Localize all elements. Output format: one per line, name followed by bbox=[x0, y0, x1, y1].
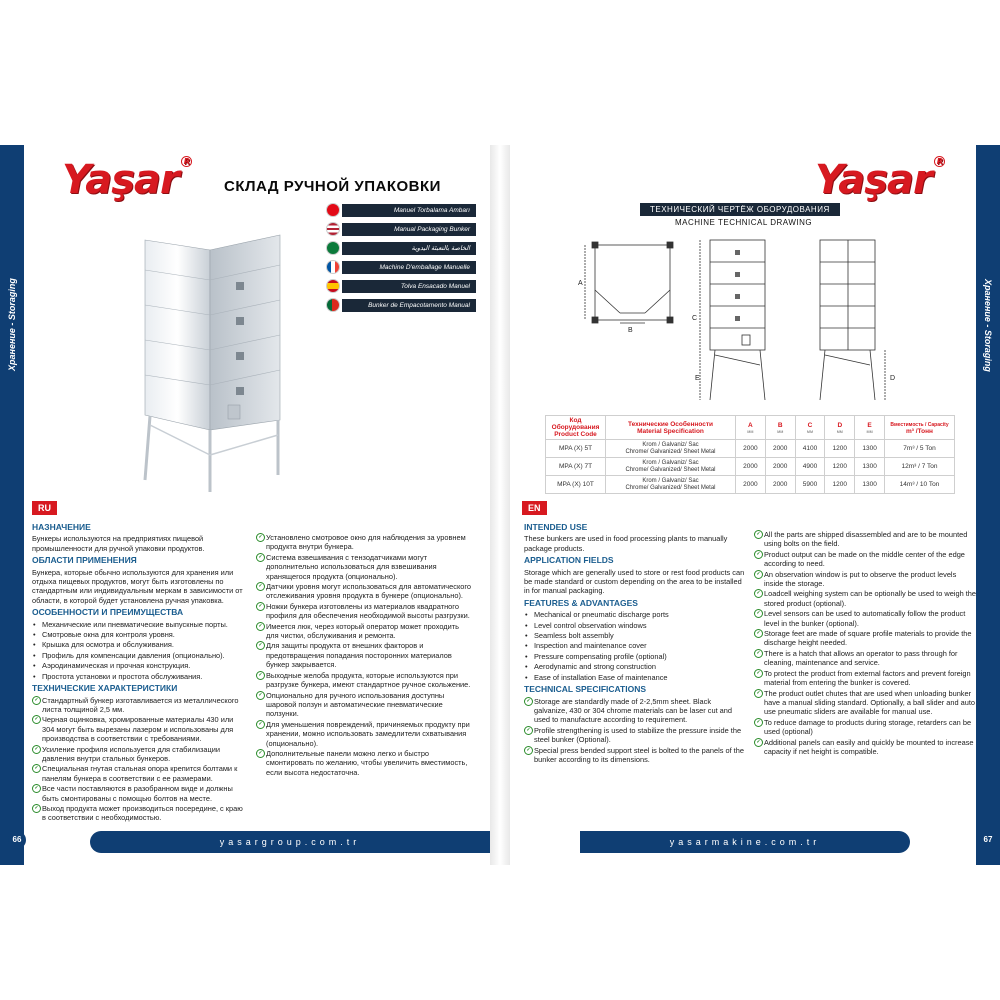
turkey-flag-icon bbox=[326, 203, 340, 217]
cell-a: 2000 bbox=[736, 476, 766, 494]
cell-a: 2000 bbox=[736, 458, 766, 476]
list-item: ✓ Опционально для ручного использования доступны шаровой ползун и автоматические пневматические ползунки. bbox=[256, 691, 472, 719]
list-item: ✓ Storage are standardly made of 2-2,5mm sheet. Black galvanize, 430 or 304 chrome materials can be laser cut and used to manufacture according to requirement. bbox=[524, 697, 746, 725]
left-side-text: Хранение - Storaging bbox=[7, 278, 17, 372]
paragraph: Бункера, которые обычно используются для хранения или отдыха пищевых продуктов, могут быть изготовлены по стандартным или индивидуальным меркам в зависимости от области, в которой будет установлена ручная упаковка. bbox=[32, 567, 243, 605]
dim-label-d: D bbox=[890, 375, 896, 382]
dim-label-e: E bbox=[695, 375, 700, 382]
header-product-code: Код Оборудования Product Code bbox=[546, 416, 606, 440]
list-item: ✓ Все части поставляются в разобранном виде и должны быть смонтированы с помощью болтов на месте. bbox=[32, 784, 244, 803]
cell-c: 4100 bbox=[795, 440, 825, 458]
section-heading: ОСОБЕННОСТИ И ПРЕИМУЩЕСТВА bbox=[32, 607, 184, 618]
specs-list-continued bbox=[754, 530, 976, 756]
header-b: B мм bbox=[765, 416, 795, 440]
yasar-logo: Yaşar $^R$ bbox=[62, 157, 192, 203]
table-row bbox=[546, 476, 955, 494]
list-item: • Смотровые окна для контроля уровня. bbox=[32, 630, 244, 639]
cell-code: MPA (X) 10T bbox=[546, 476, 606, 494]
list-item: • Ease of installation Ease of maintenance bbox=[524, 673, 746, 682]
list-item: ✓ Датчики уровня могут использоваться для автоматического отслеживания уровня продукта в бункере (опционально). bbox=[256, 582, 472, 601]
cell-d: 1200 bbox=[825, 458, 855, 476]
language-label: Bunker de Empacotamento Manual bbox=[342, 299, 476, 312]
language-label: Machine D'emballage Manuelle bbox=[342, 261, 476, 274]
list-item: • Level control observation windows bbox=[524, 621, 746, 630]
header-d: D мм bbox=[825, 416, 855, 440]
list-item: • Механические или пневматические выпускные порты. bbox=[32, 620, 244, 629]
list-item: ✓ To reduce damage to products during storage, retarders can be used (optional) bbox=[754, 718, 976, 737]
list-item: • Простота установки и простота обслуживания. bbox=[32, 672, 244, 681]
list-item: ✓ Additional panels can easily and quickly be mounted to increase capacity if net height is compatible. bbox=[754, 738, 976, 757]
list-item: ✓ An observation window is put to observe the product levels inside the storage. bbox=[754, 570, 976, 589]
list-item: ✓ Установлено смотровое окно для наблюдения за уровнем продукта внутри бункера. bbox=[256, 533, 472, 552]
list-item: • Профиль для компенсации давления (опционально). bbox=[32, 651, 244, 660]
cell-e: 1300 bbox=[855, 476, 885, 494]
list-item: • Крышка для осмотра и обслуживания. bbox=[32, 640, 244, 649]
left-side-band bbox=[0, 145, 24, 865]
list-item: ✓ Loadcell weighing system can be optionally be used to weigh the stored product (optional). bbox=[754, 589, 976, 608]
en-column-1 bbox=[524, 520, 746, 765]
cell-a: 2000 bbox=[736, 440, 766, 458]
language-tag-ru: RU bbox=[32, 501, 57, 515]
paragraph: Storage which are generally used to store or rest food products can be made standard or custom depending on the area to be installed in for manual packaging. bbox=[524, 567, 745, 596]
list-item: ✓ Для защиты продукта от внешних факторов и предотвращения попадания посторонних материалов бункер закрывается. bbox=[256, 641, 472, 669]
table-row bbox=[546, 458, 955, 476]
list-item: ✓ Дополнительные панели можно легко и быстро смонтировать по желанию, чтобы увеличить вместимость, если высота недостаточна. bbox=[256, 749, 472, 777]
language-row bbox=[326, 221, 476, 238]
page-number: 67 bbox=[979, 831, 997, 849]
list-item: ✓ Усиление профиля используется для стабилизации давления внутри стальных бункеров. bbox=[32, 745, 244, 764]
list-item: ✓ Ножки бункера изготовлены из материалов квадратного профиля для обеспечения необходимой высоты разгрузки. bbox=[256, 602, 472, 621]
paragraph: These bunkers are used in food processing plants to manually package products. bbox=[524, 534, 728, 553]
cell-capacity: 12m³ / 7 Ton bbox=[885, 458, 955, 476]
cell-code: MPA (X) 5T bbox=[546, 440, 606, 458]
dim-label-c: C bbox=[692, 315, 698, 322]
header-e: E мм bbox=[855, 416, 885, 440]
cell-capacity: 7m³ / 5 Ton bbox=[885, 440, 955, 458]
bunker-product-image bbox=[140, 230, 290, 495]
list-item: • Inspection and maintenance cover bbox=[524, 641, 746, 650]
specs-list bbox=[524, 697, 746, 765]
dim-label-a: A bbox=[578, 280, 583, 287]
right-page bbox=[510, 145, 1000, 865]
list-item: • Pressure compensating profile (optional) bbox=[524, 652, 746, 661]
features-list bbox=[32, 620, 244, 681]
brochure-spread bbox=[0, 145, 1000, 865]
language-label: Manual Packaging Bunker bbox=[342, 223, 476, 236]
cell-b: 2000 bbox=[765, 458, 795, 476]
right-side-band bbox=[976, 145, 1000, 865]
cell-capacity: 14m³ / 10 Ton bbox=[885, 476, 955, 494]
list-item: • Аэродинамическая и прочная конструкция. bbox=[32, 661, 244, 670]
header-c: C мм bbox=[795, 416, 825, 440]
technical-drawings bbox=[570, 235, 920, 410]
list-item: ✓ Выход продукта может производиться посередине, с краю в соответствии с необходимостью. bbox=[32, 804, 244, 823]
language-row bbox=[326, 278, 476, 295]
cell-c: 4900 bbox=[795, 458, 825, 476]
portugal-flag-icon bbox=[326, 298, 340, 312]
list-item: ✓ The product outlet chutes that are used when unloading bunker have a manual sliding standard. Optionally, a ball slider and auto use pneumatic sliders are available for manual use. bbox=[754, 689, 976, 717]
ru-column-1 bbox=[32, 520, 244, 824]
language-tag-en: EN bbox=[522, 501, 547, 515]
list-item: • Mechanical or pneumatic discharge ports bbox=[524, 610, 746, 619]
list-item: ✓ To protect the product from external factors and prevent foreign material from entering the bunker is covered. bbox=[754, 669, 976, 688]
list-item: ✓ Special press bended support steel is bolted to the panels of the bunker according to its dimensions. bbox=[524, 746, 746, 765]
specs-list bbox=[32, 696, 244, 823]
france-flag-icon bbox=[326, 260, 340, 274]
specification-table bbox=[545, 415, 955, 494]
language-row bbox=[326, 259, 476, 276]
list-item: ✓ Profile strengthening is used to stabilize the pressure inside the steel bunker (Optional). bbox=[524, 726, 746, 745]
language-label: Tolva Ensacado Manuel bbox=[342, 280, 476, 293]
list-item: • Aerodynamic and strong construction bbox=[524, 662, 746, 671]
list-item: ✓ Level sensors can be used to automatically follow the product level in the bunker (optional). bbox=[754, 609, 976, 628]
dim-label-b: B bbox=[628, 327, 633, 334]
yasar-logo: Yaşar $^R$ bbox=[815, 157, 945, 203]
usa-flag-icon bbox=[326, 222, 340, 236]
list-item: ✓ Специальная гнутая стальная опора крепится болтами к панелям бункера в соответствии с ее размерами. bbox=[32, 764, 244, 783]
list-item: ✓ Стандартный бункер изготавливается из металлического листа толщиной 2,5 мм. bbox=[32, 696, 244, 715]
left-page bbox=[0, 145, 490, 865]
section-heading: ТЕХНИЧЕСКИЕ ХАРАКТЕРИСТИКИ bbox=[32, 683, 178, 694]
list-item: ✓ All the parts are shipped disassembled and are to be mounted using bolts on the field. bbox=[754, 530, 976, 549]
page-number: 66 bbox=[8, 831, 26, 849]
en-column-2 bbox=[754, 530, 976, 757]
technical-drawing-subtitle: MACHINE TECHNICAL DRAWING bbox=[675, 218, 813, 227]
list-item: ✓ Система взвешивания с тензодатчиками могут дополнительно использоваться для взвешивания хранящегося продукта (опционально). bbox=[256, 553, 472, 581]
section-heading: НАЗНАЧЕНИЕ bbox=[32, 522, 91, 532]
section-heading: FEATURES & ADVANTAGES bbox=[524, 597, 638, 608]
cell-material: Krom / Galvaniz/ Sac Chrome/ Galvanized/ Sheet Metal bbox=[606, 458, 736, 476]
specs-list-continued bbox=[256, 533, 472, 777]
list-item: ✓ There is a hatch that allows an operator to pass through for cleaning, maintenance and service. bbox=[754, 649, 976, 668]
language-label: Manuel Torbalama Ambarı bbox=[342, 204, 476, 217]
cell-material: Krom / Galvaniz/ Sac Chrome/ Galvanized/ Sheet Metal bbox=[606, 440, 736, 458]
language-label: الخاصة بالتعبئة اليدوية bbox=[342, 242, 476, 255]
language-row bbox=[326, 240, 476, 257]
ru-column-2 bbox=[256, 533, 472, 778]
list-item: ✓ Черная оцинковка, хромированные материалы 430 или 304 могут быть вырезаны лазером и использованы для производства в соответствии с требованиями. bbox=[32, 715, 244, 743]
list-item: ✓ Product output can be made on the middle center of the edge according to need. bbox=[754, 550, 976, 569]
cell-b: 2000 bbox=[765, 440, 795, 458]
list-item: ✓ Storage feet are made of square profile materials to provide the discharge height needed. bbox=[754, 629, 976, 648]
language-row bbox=[326, 297, 476, 314]
website-footer: yasarmakine.com.tr bbox=[580, 831, 910, 853]
cell-d: 1200 bbox=[825, 440, 855, 458]
section-heading: ОБЛАСТИ ПРИМЕНЕНИЯ bbox=[32, 555, 137, 566]
language-row bbox=[326, 202, 476, 219]
paragraph: Бункеры используются на предприятиях пищевой промышленности для ручной упаковки продуктов. bbox=[32, 534, 205, 553]
list-item: ✓ Выходные желоба продукта, которые используются при разгрузке бункера, имеют стандартное ручное скольжение. bbox=[256, 671, 472, 690]
cell-e: 1300 bbox=[855, 440, 885, 458]
cell-code: MPA (X) 7T bbox=[546, 458, 606, 476]
page-title: СКЛАД РУЧНОЙ УПАКОВКИ bbox=[224, 178, 441, 195]
right-side-text: Хранение - Storaging bbox=[983, 278, 993, 372]
cell-e: 1300 bbox=[855, 458, 885, 476]
table-header-row bbox=[546, 416, 955, 440]
page-gutter bbox=[490, 145, 510, 865]
header-capacity: Вместимость / Capacity m³ /Тонн bbox=[885, 416, 955, 440]
cell-b: 2000 bbox=[765, 476, 795, 494]
spain-flag-icon bbox=[326, 279, 340, 293]
features-list bbox=[524, 610, 746, 682]
list-item: ✓ Для уменьшения повреждений, причиняемых продукту при хранении, можно использовать замедлители схватывания (опционально). bbox=[256, 720, 472, 748]
list-item: ✓ Имеется люк, через который оператор может проходить для чистки, обслуживания и ремонта. bbox=[256, 622, 472, 641]
website-footer: yasargroup.com.tr bbox=[90, 831, 490, 853]
language-list bbox=[326, 202, 476, 316]
technical-drawing-title: ТЕХНИЧЕСКИЙ ЧЕРТЁЖ ОБОРУДОВАНИЯ bbox=[640, 203, 840, 216]
cell-c: 5900 bbox=[795, 476, 825, 494]
header-material: Технические Особенности Material Specification bbox=[606, 416, 736, 440]
section-heading: TECHNICAL SPECIFICATIONS bbox=[524, 684, 646, 695]
header-a: A мм bbox=[736, 416, 766, 440]
cell-d: 1200 bbox=[825, 476, 855, 494]
section-heading: APPLICATION FIELDS bbox=[524, 555, 614, 566]
cell-material: Krom / Galvaniz/ Sac Chrome/ Galvanized/ Sheet Metal bbox=[606, 476, 736, 494]
section-heading: INTENDED USE bbox=[524, 522, 588, 532]
list-item: • Seamless bolt assembly bbox=[524, 631, 746, 640]
saudi-flag-icon bbox=[326, 241, 340, 255]
table-row bbox=[546, 440, 955, 458]
